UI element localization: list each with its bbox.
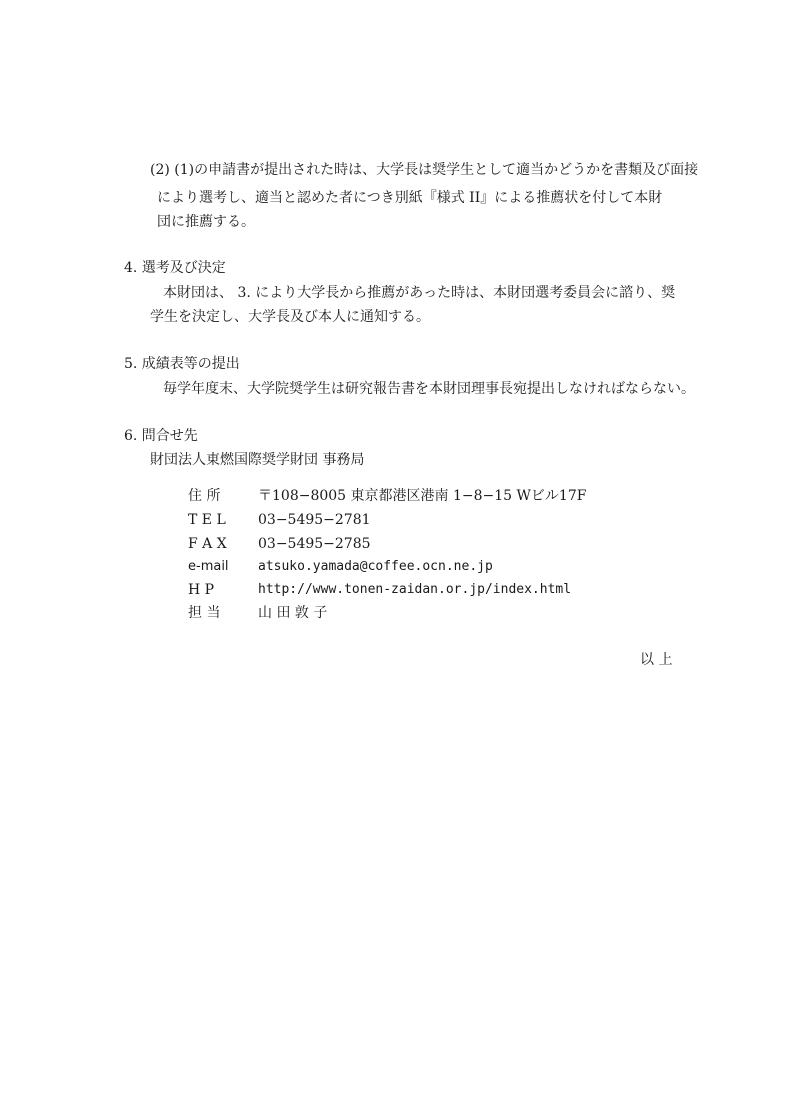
- item3-sub2-line2: により選考し、適当と認めた者につき別紙『様式 II』による推薦状を付して本財: [157, 190, 663, 206]
- section6-org: 財団法人東燃国際奨学財団 事務局: [150, 452, 365, 468]
- item3-sub2-line3: 団に推薦する。: [157, 214, 255, 230]
- contact-value: 〒108−8005 東京都港区港南 1−8−15 Wビル17F: [258, 488, 587, 504]
- section5-heading: 5. 成績表等の提出: [124, 356, 240, 372]
- section6-heading: 6. 問合せ先: [124, 428, 198, 444]
- section5-line1: 毎学年度末、大学院奨学生は研究報告書を本財団理事長宛提出しなければならない。: [163, 381, 695, 397]
- contact-label: F A X: [188, 536, 227, 552]
- homepage-link: http://www.tonen-zaidan.or.jp/index.html: [258, 582, 572, 597]
- section4-line1: 本財団は、 3. により大学長から推薦があった時は、本財団選考委員会に諮り、奨: [163, 285, 676, 301]
- contact-label: T E L: [188, 512, 226, 528]
- contact-value: 山 田 敦 子: [258, 605, 328, 621]
- section4-line2: 学生を決定し、大学長及び本人に通知する。: [150, 309, 430, 325]
- contact-value: 03−5495−2781: [258, 512, 371, 528]
- contact-label: H P: [188, 582, 215, 598]
- contact-label: 担 当: [188, 605, 221, 621]
- item3-sub2-line1: (2) (1)の申請書が提出された時は、大学長は奨学生として適当かどうかを書類及び面接: [150, 162, 699, 178]
- contact-value: 03−5495−2785: [258, 536, 371, 552]
- contact-label: 住 所: [188, 488, 221, 504]
- section4-heading: 4. 選考及び決定: [124, 260, 226, 276]
- closing-mark: 以 上: [640, 652, 673, 668]
- contact-label: e-mail: [188, 559, 229, 574]
- email-link: atsuko.yamada@coffee.ocn.ne.jp: [258, 559, 493, 574]
